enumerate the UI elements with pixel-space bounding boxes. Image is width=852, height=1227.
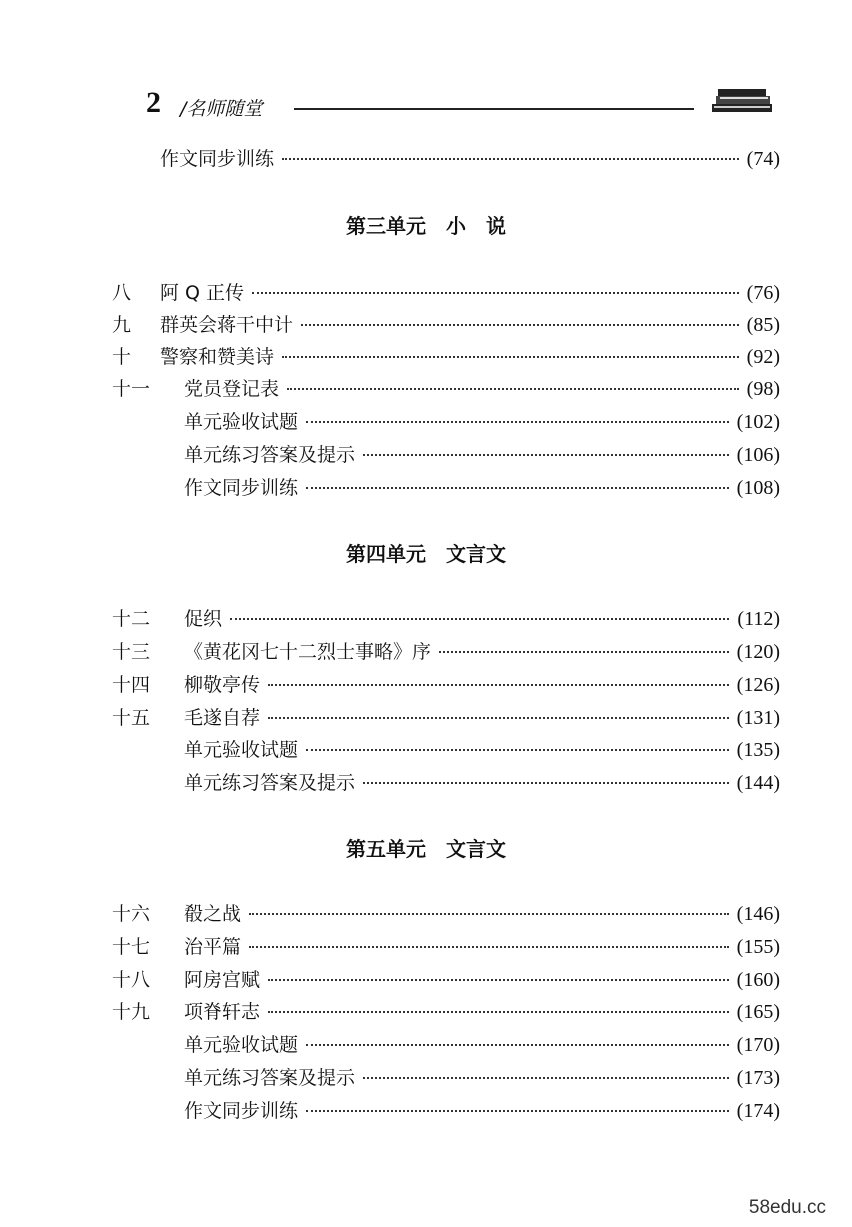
- toc-line[interactable]: [112, 932, 780, 962]
- header-rule: [294, 108, 694, 110]
- toc-number: 十七: [112, 936, 151, 958]
- dot-leader: [268, 717, 729, 719]
- page-number: 2: [146, 86, 161, 119]
- books-icon: [708, 84, 778, 118]
- toc-line[interactable]: [112, 997, 780, 1027]
- dot-leader: [287, 388, 739, 390]
- page-header: [118, 84, 778, 124]
- dot-leader: [230, 618, 729, 620]
- toc-title: 项脊轩志: [184, 1001, 261, 1023]
- toc-page: (108): [736, 477, 780, 499]
- toc-page: (98): [746, 378, 780, 400]
- toc-line[interactable]: [112, 1096, 780, 1126]
- dot-leader: [301, 324, 739, 326]
- toc-page: (131): [736, 707, 780, 729]
- dot-leader: [306, 487, 729, 489]
- toc-page: (160): [736, 969, 780, 991]
- toc-number: 十六: [112, 903, 151, 925]
- dot-leader: [249, 946, 729, 948]
- toc-line[interactable]: [112, 965, 780, 995]
- toc-line[interactable]: [112, 407, 780, 437]
- toc-line[interactable]: [112, 637, 780, 667]
- toc-page: (85): [746, 314, 780, 336]
- toc-page: (173): [736, 1067, 780, 1089]
- toc-page: (106): [736, 444, 780, 466]
- header-title: /名师随堂: [180, 98, 263, 120]
- toc-title: 作文同步训练: [184, 1100, 299, 1122]
- toc-line[interactable]: [112, 342, 780, 372]
- toc-page: (112): [737, 608, 780, 630]
- toc-number: 十: [112, 346, 132, 368]
- toc-line[interactable]: [112, 374, 780, 404]
- toc-line[interactable]: [112, 278, 780, 308]
- toc-page: (120): [736, 641, 780, 663]
- toc-page: (174): [736, 1100, 780, 1122]
- toc-number: 八: [112, 282, 132, 304]
- dot-leader: [249, 913, 729, 915]
- toc-title: 促织: [184, 608, 223, 630]
- toc-number: 十五: [112, 707, 151, 729]
- dot-leader: [306, 1110, 729, 1112]
- toc-page: (144): [736, 772, 780, 794]
- dot-leader: [282, 158, 739, 160]
- toc-line[interactable]: [112, 703, 780, 733]
- toc-number: 九: [112, 314, 132, 336]
- toc-line[interactable]: [112, 604, 780, 634]
- toc-page: (170): [736, 1034, 780, 1056]
- toc-line[interactable]: [112, 310, 780, 340]
- watermark: 58edu.cc: [748, 1197, 826, 1218]
- toc-page: (135): [736, 739, 780, 761]
- dot-leader: [363, 782, 729, 784]
- toc-line[interactable]: [112, 440, 780, 470]
- toc-title: 单元验收试题: [184, 739, 299, 761]
- dot-leader: [282, 356, 739, 358]
- toc-title: 单元验收试题: [184, 411, 299, 433]
- toc-line[interactable]: [112, 1030, 780, 1060]
- toc-line[interactable]: [112, 1063, 780, 1093]
- unit-title: 第五单元 文言文: [346, 837, 506, 861]
- toc-page: (74): [746, 148, 780, 170]
- toc-title: 单元练习答案及提示: [184, 1067, 356, 1089]
- toc-number: 十八: [112, 969, 151, 991]
- toc-page: (76): [746, 282, 780, 304]
- toc-title: 党员登记表: [184, 378, 280, 400]
- unit-title: 第四单元 文言文: [346, 542, 506, 566]
- toc-title: 治平篇: [184, 936, 242, 958]
- dot-leader: [306, 1044, 729, 1046]
- toc-title: 《黄花冈七十二烈士事略》序: [184, 641, 432, 663]
- toc-page: (155): [736, 936, 780, 958]
- dot-leader: [439, 651, 729, 653]
- toc-title: 单元练习答案及提示: [184, 772, 356, 794]
- toc-line[interactable]: [112, 768, 780, 798]
- dot-leader: [306, 749, 729, 751]
- toc-line[interactable]: [112, 670, 780, 700]
- toc-number: 十二: [112, 608, 151, 630]
- dot-leader: [252, 292, 739, 294]
- toc-title: 群英会蒋干中计: [160, 314, 294, 336]
- toc-line[interactable]: [112, 899, 780, 929]
- toc-page: (165): [736, 1001, 780, 1023]
- toc-page: (126): [736, 674, 780, 696]
- toc-title: 阿 Q 正传: [160, 282, 245, 304]
- toc-title: 阿房宫赋: [184, 969, 261, 991]
- toc-title: 作文同步训练: [184, 477, 299, 499]
- dot-leader: [306, 421, 729, 423]
- toc-line[interactable]: [112, 735, 780, 765]
- toc-title: 毛遂自荐: [184, 707, 261, 729]
- dot-leader: [268, 1011, 729, 1013]
- toc-number: 十九: [112, 1001, 151, 1023]
- toc-page: (102): [736, 411, 780, 433]
- dot-leader: [363, 1077, 729, 1079]
- toc-line[interactable]: [112, 473, 780, 503]
- toc-number: 十四: [112, 674, 151, 696]
- toc-page: (92): [746, 346, 780, 368]
- toc-page: (146): [736, 903, 780, 925]
- unit-title: 第三单元 小 说: [346, 214, 506, 238]
- toc-title: 殽之战: [184, 903, 242, 925]
- toc-title: 警察和赞美诗: [160, 346, 275, 368]
- toc-line[interactable]: [112, 144, 780, 174]
- toc-number: 十三: [112, 641, 151, 663]
- toc-number: 十一: [112, 378, 151, 400]
- dot-leader: [363, 454, 729, 456]
- dot-leader: [268, 979, 729, 981]
- toc-title: 单元练习答案及提示: [184, 444, 356, 466]
- toc-title: 单元验收试题: [184, 1034, 299, 1056]
- toc-title: 作文同步训练: [160, 148, 275, 170]
- dot-leader: [268, 684, 729, 686]
- toc-title: 柳敬亭传: [184, 674, 261, 696]
